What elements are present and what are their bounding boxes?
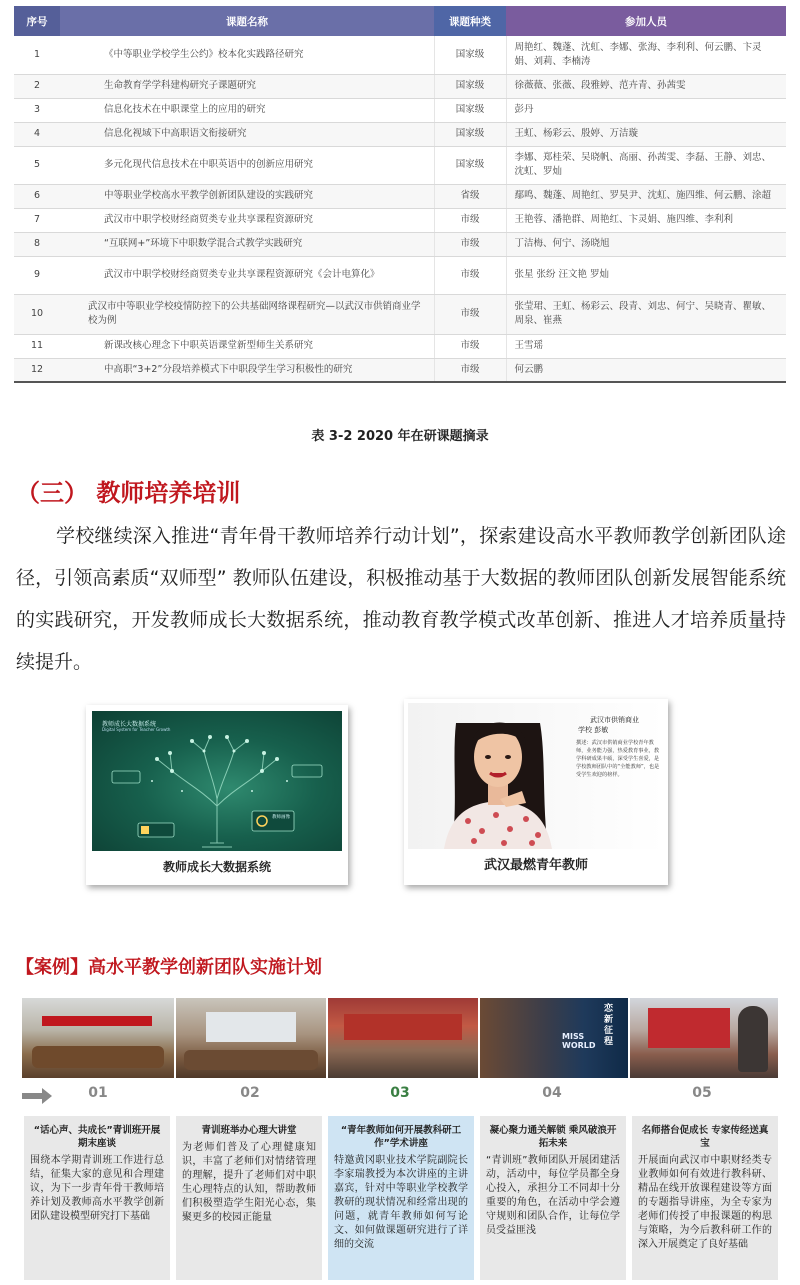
row-title: 信息化视域下中高职语文衔接研究 — [60, 122, 434, 146]
bigdata-photo-caption: 教师成长大数据系统 — [162, 860, 271, 874]
step-text: 开展面向武汉市中职财经类专业教师如何有效进行教科研、精品在线开放课程建设等方面的专题指导讲座，为全专家为老师们传授了申报课题的构思与策略，为今后教科研工作的深入开展奠定了良好基础 — [638, 1155, 772, 1250]
row-title: 武汉市中职学校财经商贸类专业共享课程资源研究《会计电算化》 — [60, 256, 434, 294]
step-title: “青年教师如何开展教科研工作”学术讲座 — [340, 1125, 462, 1149]
miss-world-sign: MISS WORLD — [562, 1032, 596, 1050]
row-level: 国家级 — [434, 122, 506, 146]
step-number-3: 03 — [390, 1085, 410, 1101]
row-people: 张星 张纷 汪文艳 罗灿 — [506, 256, 786, 294]
table-header-row — [14, 6, 786, 36]
row-no: 3 — [14, 98, 60, 122]
step-card-4 — [480, 1116, 626, 1280]
row-people: 周艳红、魏蓬、沈虹、李娜、张海、李利利、何云鹏、卞灵娟、刘莉、李楠涛 — [506, 36, 786, 74]
table-row — [14, 358, 786, 382]
table-row — [14, 36, 786, 74]
step-text: 特邀黄冈职业技术学院副院长李家瑞教授为本次讲座的主讲嘉宾，针对中等职业学校教学教研的现状情况和经常出现的问题，就青年教师如何写论文、如何做课题研究进行了详细的交流 — [334, 1155, 468, 1250]
young-teacher-photo — [404, 699, 668, 885]
table-row — [14, 256, 786, 294]
bigdata-screen-title: 教师成长大数据系统 — [102, 721, 157, 728]
table-row — [14, 294, 786, 334]
row-level: 市级 — [434, 208, 506, 232]
header-level: 课题种类 — [434, 6, 506, 36]
research-projects-table — [14, 6, 786, 383]
row-title: “互联网+”环境下中职数学混合式教学实践研究 — [60, 232, 434, 256]
table-row — [14, 232, 786, 256]
section-paragraph: 学校继续深入推进“青年骨干教师培养行动计划”，探索建设高水平教师教学创新团队途径，引领高素质“双师型” 教师队伍建设，积极推动基于大数据的教师团队创新发展智能系统的实践研究，开发教师成长大数据系统，推动教育教学模式改革创新、推进人才培养质量持续提升。 — [16, 525, 786, 673]
bigdata-screen-subtitle: Digital System for Teacher Growth — [102, 727, 171, 732]
row-level: 国家级 — [434, 146, 506, 184]
row-people: 王艳蓉、潘艳群、周艳红、卞灵娟、施四维、李利利 — [506, 208, 786, 232]
row-title: 武汉市中职学校财经商贸类专业共享课程资源研究 — [60, 208, 434, 232]
table-row — [14, 184, 786, 208]
step-number-2: 02 — [240, 1085, 260, 1101]
case-photo-3 — [328, 998, 478, 1078]
table-row — [14, 122, 786, 146]
row-level: 市级 — [434, 358, 506, 382]
header-title: 课题名称 — [60, 6, 434, 36]
table-row — [14, 334, 786, 358]
row-people: 彭丹 — [506, 98, 786, 122]
section-heading: （三） 教师培养培训 — [16, 479, 241, 507]
row-title: 多元化现代信息技术在中职英语中的创新应用研究 — [60, 146, 434, 184]
row-no: 5 — [14, 146, 60, 184]
row-level: 国家级 — [434, 74, 506, 98]
row-title: 信息化技术在中职课堂上的应用的研究 — [60, 98, 434, 122]
step-card-3 — [328, 1116, 474, 1280]
step-title: “话心声、共成长”青训班开展期末座谈 — [33, 1125, 161, 1149]
step-number-4: 04 — [542, 1085, 562, 1101]
bigdata-system-photo — [86, 705, 348, 885]
step-card-5 — [632, 1116, 778, 1280]
row-level: 市级 — [434, 334, 506, 358]
step-title: 凝心聚力通关解锁 乘风破浪开拓未来 — [489, 1125, 617, 1149]
row-no: 9 — [14, 256, 60, 294]
row-no: 6 — [14, 184, 60, 208]
row-title: 新课改核心理念下中职英语课堂新型师生关系研究 — [60, 334, 434, 358]
new-journey-sign: 恋新征程 — [604, 1004, 614, 1047]
table-row — [14, 74, 786, 98]
table-row — [14, 208, 786, 232]
row-people: 何云鹏 — [506, 358, 786, 382]
step-text: “青训班”教师团队开展团建活动，活动中，每位学员都全身心投入，承担分工不同却十分重要的角色，在活动中学会遵守规则和团队合作，让每位学员受益匪浅 — [486, 1155, 620, 1236]
row-no: 12 — [14, 358, 60, 382]
bigdata-panel-label: 教师画像 — [272, 815, 290, 820]
row-level: 省级 — [434, 184, 506, 208]
row-no: 10 — [14, 294, 60, 334]
row-title: 中高职“3+2”分段培养模式下中职段学生学习积极性的研究 — [60, 358, 434, 382]
case-photo-5 — [630, 998, 778, 1078]
row-level: 国家级 — [434, 36, 506, 74]
row-title: 武汉市中等职业学校疫情防控下的公共基础网络课程研究—以武汉市供销商业学校为例 — [60, 294, 434, 334]
row-people: 丁洁梅、何宁、汤晓旭 — [506, 232, 786, 256]
row-level: 市级 — [434, 294, 506, 334]
header-no: 序号 — [14, 6, 60, 36]
case-photo-1 — [22, 998, 174, 1078]
case-photo-4 — [480, 998, 628, 1078]
teacher-name-line1: 武汉市供销商业 — [590, 716, 639, 724]
row-people: 王虹、杨彩云、殷婷、万洁璇 — [506, 122, 786, 146]
table-row — [14, 146, 786, 184]
teacher-portrait-image — [408, 703, 664, 849]
row-no: 4 — [14, 122, 60, 146]
row-level: 市级 — [434, 256, 506, 294]
row-people: 张莹珺、王虹、杨彩云、段青、刘忠、何宁、吴晓青、瞿敏、周泉、崔燕 — [506, 294, 786, 334]
table-row — [14, 98, 786, 122]
case-photo-2 — [176, 998, 326, 1078]
step-card-1 — [24, 1116, 170, 1280]
tree-network-graphic — [92, 711, 342, 851]
step-text: 为老师们普及了心理健康知识，丰富了老师们对情绪管理的理解，提升了老师们对中职生心理特点的认知，帮助教师们积极塑造学生阳光心态，集聚更多的校园正能量 — [182, 1142, 316, 1223]
step-title: 青训班举办心理大讲堂 — [201, 1125, 297, 1136]
row-people: 王雪瑶 — [506, 334, 786, 358]
teacher-photo-caption: 武汉最燃青年教师 — [483, 858, 588, 873]
header-people: 参加人员 — [506, 6, 786, 36]
case-heading: 【案例】高水平教学创新团队实施计划 — [16, 957, 322, 978]
row-no: 7 — [14, 208, 60, 232]
teacher-name-line2: 学校 彭敏 — [578, 726, 609, 734]
row-people: 李娜、郑桂荣、吴晓帆、高丽、孙茜雯、李磊、王静、刘忠、沈虹、罗灿 — [506, 146, 786, 184]
row-level: 市级 — [434, 232, 506, 256]
row-people: 徐薇薇、张薇、段雅婷、范卉青、孙茜雯 — [506, 74, 786, 98]
row-title: 《中等职业学校学生公约》校本化实践路径研究 — [60, 36, 434, 74]
row-title: 生命教育学学科建构研究子课题研究 — [60, 74, 434, 98]
step-number-5: 05 — [692, 1085, 712, 1101]
step-number-1: 01 — [88, 1085, 108, 1101]
table-caption: 表 3-2 2020 年在研课题摘录 — [311, 429, 489, 444]
teacher-bio-text: 撰述：武汉市供销商业学校青年教师，业务能力强，热爱教育事业，教学科研成果丰硕，深受学生喜爱，是学校教师团队中的“全能教师”，也是受学生欢迎的榜样。 — [576, 740, 660, 778]
row-level: 国家级 — [434, 98, 506, 122]
bigdata-screen-image — [92, 711, 342, 851]
row-no: 2 — [14, 74, 60, 98]
step-card-2 — [176, 1116, 322, 1280]
row-no: 1 — [14, 36, 60, 74]
row-no: 8 — [14, 232, 60, 256]
row-title: 中等职业学校高水平教学创新团队建设的实践研究 — [60, 184, 434, 208]
row-people: 鄢鸣、魏蓬、周艳红、罗昊尹、沈虹、施四维、何云鹏、涂超 — [506, 184, 786, 208]
row-no: 11 — [14, 334, 60, 358]
step-text: 围绕本学期青训班工作进行总结，征集大家的意见和合理建议，为下一步青年骨干教师培养计划及教师高水平教学创新团队建设模型研究打下基础 — [30, 1155, 164, 1222]
step-title: 名师搭台促成长 专家传经送真宝 — [641, 1125, 769, 1149]
